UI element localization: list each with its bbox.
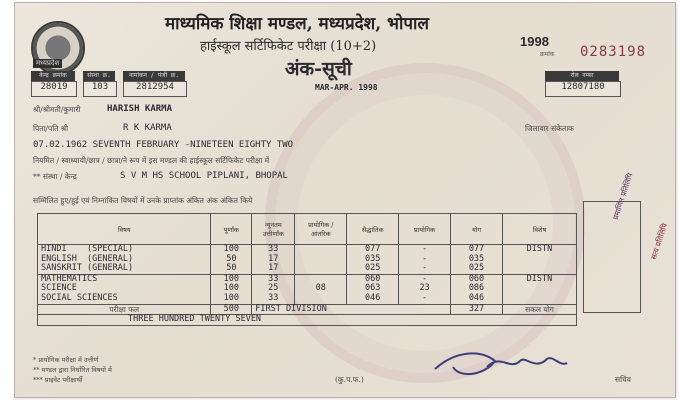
father-label: पिता/पति श्री <box>33 124 69 133</box>
subject-hindi: HINDI (SPECIAL) <box>41 244 134 254</box>
district-label: जिलावार संकेताक <box>525 124 574 133</box>
theory-mark: 035 <box>365 253 381 264</box>
footer-code: (कु.प.फ.) <box>335 375 364 384</box>
col-internal: प्रायोगिक / आंतरिक <box>295 214 347 245</box>
subject-english: ENGLISH (GENERAL) <box>41 253 134 264</box>
attested-stamp: प्रमाणित प्रतिलिपि <box>611 171 635 221</box>
serial-number: 0283198 <box>580 44 647 60</box>
division: FIRST DIVISION <box>252 304 451 315</box>
roll-number: 12807180 <box>545 81 621 97</box>
practical-mark: - <box>422 263 428 274</box>
theory-mark: 025 <box>365 263 381 274</box>
result-label: परीक्षा फल <box>38 304 211 315</box>
centre-code: 28019 <box>31 81 77 97</box>
max-mark: 100 <box>223 244 240 254</box>
practical-mark: - <box>422 244 428 254</box>
total-mark: 035 <box>468 253 485 264</box>
candidate-name: HARISH KARMA <box>107 104 173 114</box>
min-mark: 17 <box>268 263 279 274</box>
document-title: अंक-सूची <box>285 58 352 80</box>
theory-mark: 077 <box>365 244 381 254</box>
total-mark: 077 <box>468 244 485 254</box>
subject-mathematics: MATHEMATICS <box>41 273 98 284</box>
words-label: सकल योग <box>502 304 576 315</box>
col-practical: प्रायोगिक <box>399 214 451 245</box>
total-mark: 060 <box>468 273 485 284</box>
school-label: ** संस्था / केन्द्र <box>33 172 77 181</box>
max-mark: 100 <box>223 283 240 294</box>
theory-mark: 060 <box>365 273 381 284</box>
col-min: न्यूनतम उत्तीर्णांक <box>252 214 295 245</box>
col-subject: विषय <box>38 214 211 245</box>
min-mark: 33 <box>268 244 279 254</box>
practical-mark: 23 <box>419 283 430 294</box>
father-name: R K KARMA <box>123 123 172 133</box>
true-copy-stamp: सत्य प्रतिलिपि <box>649 222 670 261</box>
min-mark: 17 <box>268 253 279 264</box>
min-mark: 33 <box>268 273 279 284</box>
col-total: योग <box>451 214 503 245</box>
max-mark: 100 <box>223 292 240 303</box>
table-row <box>38 245 577 275</box>
total-mark: 086 <box>468 283 485 294</box>
remark-languages: DISTN <box>502 245 576 275</box>
name-label: श्री/श्रीमती/कुमारी <box>33 105 81 114</box>
remark-core: DISTN <box>502 274 576 304</box>
total-in-words: THREE HUNDRED TWENTY SEVEN <box>38 315 577 326</box>
max-mark: 100 <box>223 273 240 284</box>
subject-sanskrit: SANSKRIT (GENERAL) <box>41 263 134 274</box>
total-mark: 046 <box>468 292 485 303</box>
col-max: पूर्णांक <box>211 214 252 245</box>
col-remark: विशेष <box>502 214 576 245</box>
footer-note-2: ** मण्डल द्वारा निर्धारित विषयों में <box>33 366 112 374</box>
secretary-label: सचिव <box>615 375 631 384</box>
col-theory: सैद्धांतिक <box>347 214 399 245</box>
total-mark: 025 <box>468 263 485 274</box>
max-mark: 50 <box>226 253 237 264</box>
centre-code-header: केन्द्र क्रमांक <box>31 71 75 81</box>
table-header-row <box>38 214 577 245</box>
enrolment-number: 2812954 <box>123 81 187 97</box>
footer-note-3: *** प्राइवेट परीक्षार्थी <box>33 376 83 384</box>
practical-mark: - <box>422 253 428 264</box>
institution-header: संस्था क्र. <box>83 71 115 81</box>
subject-social-sciences: SOCIAL SCIENCES <box>41 292 118 303</box>
logo-caption: मध्यप्रदेश <box>33 59 62 68</box>
practical-mark: - <box>422 273 428 284</box>
theory-mark: 046 <box>365 292 381 303</box>
table-row <box>38 274 577 304</box>
school-name: S V M HS SCHOOL PIPLANI, BHOPAL <box>120 171 288 181</box>
exam-name: हाईस्कूल सर्टिफिकेट परीक्षा (10+2) <box>200 39 377 54</box>
date-of-birth: 07.02.1962 SEVENTH FEBRUARY -NINETEEN EIGHTY TWO <box>33 140 294 150</box>
internal-mark: 08 <box>315 283 326 294</box>
exam-session: MAR-APR. 1998 <box>315 83 378 92</box>
subject-science: SCIENCE <box>41 283 77 294</box>
practical-mark: - <box>422 292 428 303</box>
serial-label: क्रमांक <box>540 51 555 58</box>
min-mark: 33 <box>268 292 279 303</box>
institution-code: 103 <box>83 81 117 97</box>
marks-intro: सम्मिलित हुए/हुई एवं निम्नांकित विषयों में उनके प्राप्तांक अंकित अंक अंकित किये <box>33 196 253 205</box>
result-row <box>38 304 577 315</box>
certificate-line: नियमित / स्वाध्यायी/छात्र / छात्रा/ने रूप में इस मण्डल की हाईस्कूल सर्टिफिकेट परीक्षा में <box>33 156 270 165</box>
enrolment-header: नामांकन / पंजी क्र. <box>123 71 185 81</box>
roll-header: रोल नम्बर <box>545 71 619 81</box>
marksheet <box>14 2 676 398</box>
min-mark: 25 <box>268 283 279 294</box>
board-name: माध्यमिक शिक्षा मण्डल, मध्यप्रदेश, भोपाल <box>165 14 429 34</box>
marks-table <box>37 213 577 326</box>
grand-max: 500 <box>211 304 252 315</box>
words-row <box>38 315 577 326</box>
exam-year: 1998 <box>520 34 549 49</box>
theory-mark: 063 <box>365 283 381 294</box>
max-mark: 50 <box>226 263 237 274</box>
footer-note-1: * प्रायोगिक परीक्षा में उत्तीर्ण <box>33 356 99 364</box>
secretary-signature <box>425 341 575 385</box>
grand-total: 327 <box>451 304 503 315</box>
